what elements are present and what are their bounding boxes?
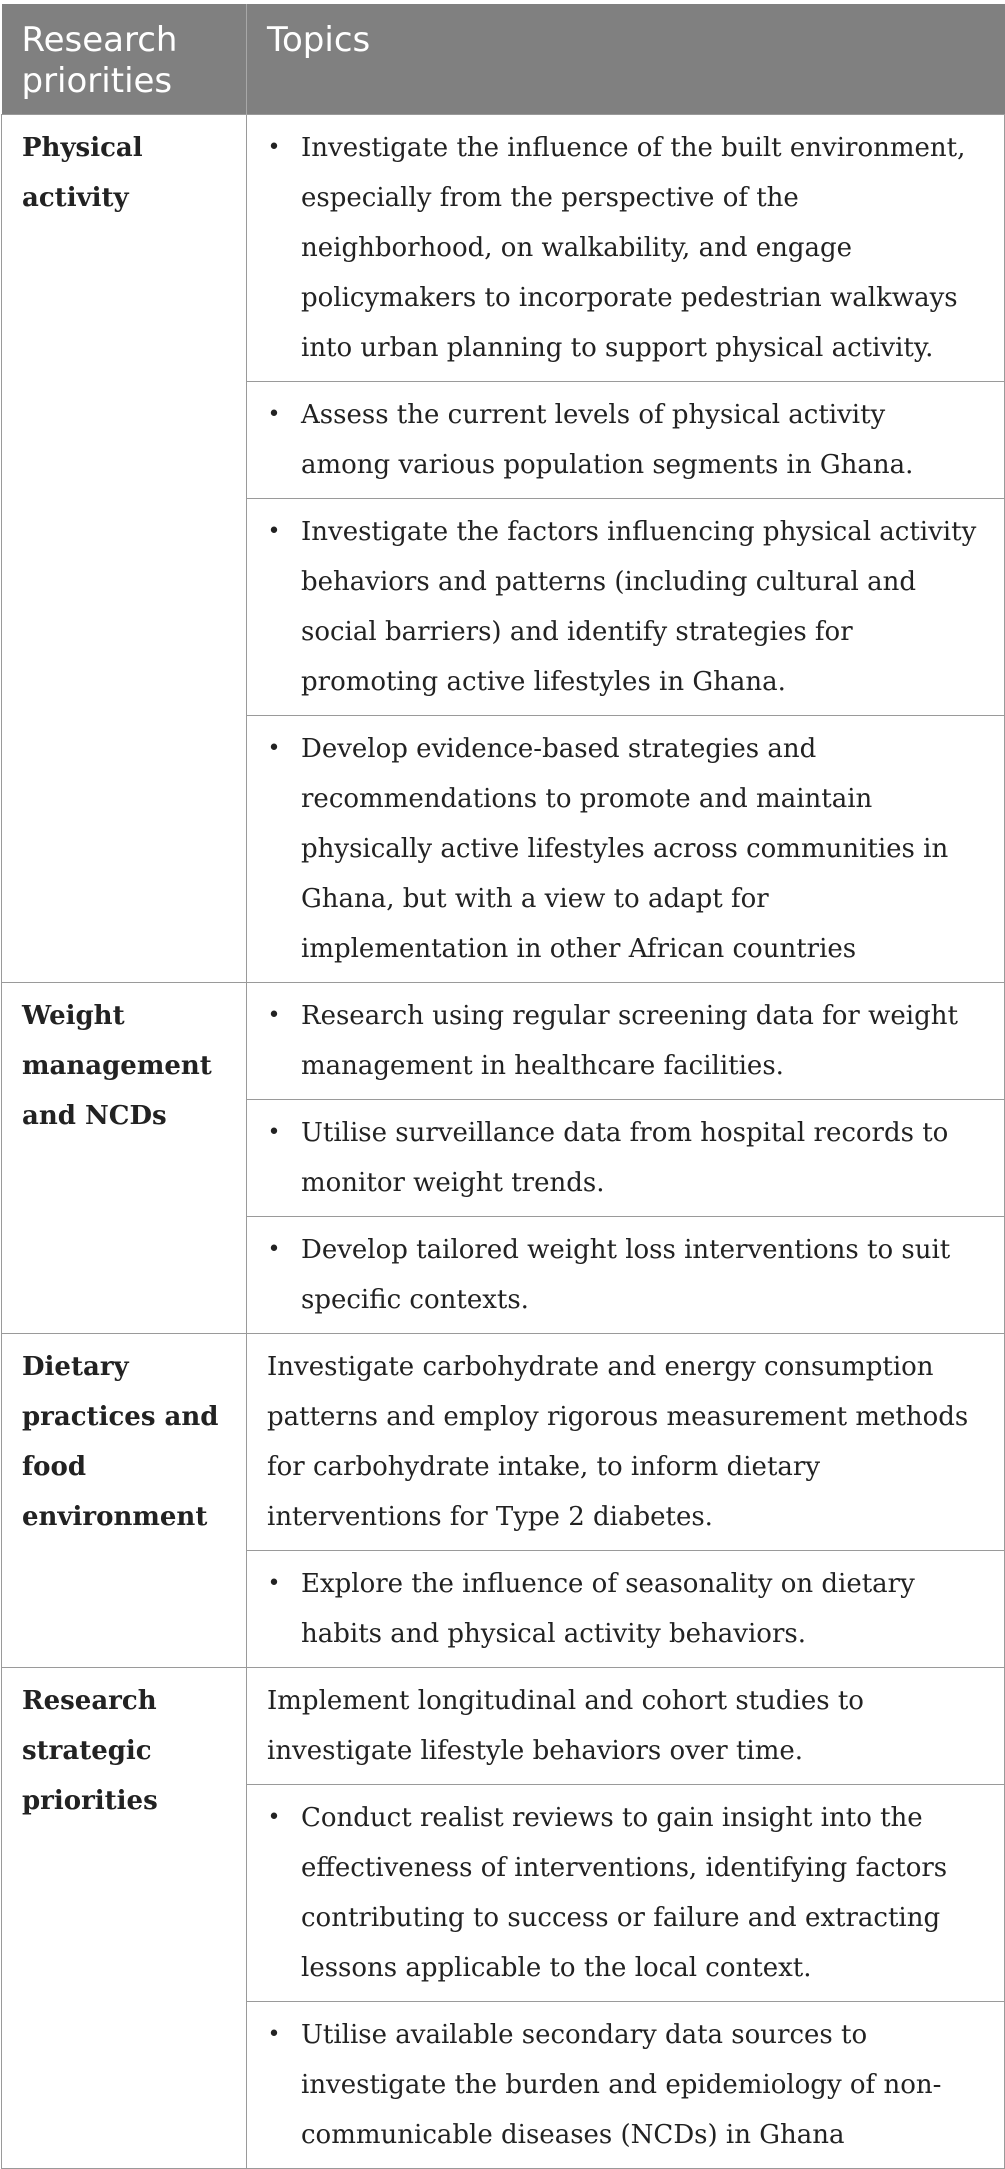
research-priorities-table <box>1 4 1005 2169</box>
bullet-icon: • <box>267 519 281 544</box>
topic-text: Conduct realist reviews to gain insight into the effectiveness of interventions, identifying factors contributing to success or failure and extracting lessons applicable to the local context. <box>301 1803 948 1983</box>
priority-research-strategic: Research strategic priorities <box>2 1668 247 2169</box>
topic-text: Utilise available secondary data sources to investigate the burden and epidemiology of non-communicable diseases (NCDs) in Ghana <box>301 2020 942 2150</box>
bullet-icon: • <box>267 1003 281 1028</box>
bullet-icon: • <box>267 2022 281 2047</box>
table-row <box>2 983 1005 1100</box>
header-row <box>2 4 1005 115</box>
topic-text: Investigate the factors influencing physical activity behaviors and patterns (including cultural and social barriers) and identify strategies for promoting active lifestyles in Ghana. <box>301 517 977 697</box>
topic-text: Develop evidence-based strategies and recommendations to promote and maintain physically active lifestyles across communities in Ghana, but with a view to adapt for implementation in other African countries <box>301 734 949 964</box>
bullet-icon: • <box>267 736 281 761</box>
bullet-icon: • <box>267 1571 281 1596</box>
topic-cell: Implement longitudinal and cohort studies to investigate lifestyle behaviors over time. <box>247 1668 1005 1785</box>
topic-text: Investigate the influence of the built environment, especially from the perspective of the neighborhood, on walkability, and engage policymakers to incorporate pedestrian walkways into urban planning to support physical activity. <box>301 133 966 363</box>
bullet-icon: • <box>267 1805 281 1830</box>
topic-cell <box>247 1785 1005 2002</box>
bullet-icon: • <box>267 1120 281 1145</box>
priority-dietary-practices: Dietary practices and food environment <box>2 1334 247 1668</box>
priority-physical-activity: Physical activity <box>2 115 247 983</box>
topic-text: Develop tailored weight loss interventions to suit specific contexts. <box>301 1235 951 1315</box>
topic-cell <box>247 2002 1005 2169</box>
topic-cell <box>247 499 1005 716</box>
topic-cell <box>247 983 1005 1100</box>
topic-cell <box>247 1217 1005 1334</box>
topic-cell: Investigate carbohydrate and energy consumption patterns and employ rigorous measurement methods for carbohydrate intake, to inform dietary interventions for Type 2 diabetes. <box>247 1334 1005 1551</box>
topic-text: Explore the influence of seasonality on dietary habits and physical activity behaviors. <box>301 1569 915 1649</box>
table-row <box>2 115 1005 382</box>
topic-cell <box>247 115 1005 382</box>
priority-weight-management: Weight management and NCDs <box>2 983 247 1334</box>
topic-text: Assess the current levels of physical activity among various population segments in Ghana. <box>301 400 914 480</box>
topic-text: Research using regular screening data for weight management in healthcare facilities. <box>301 1001 958 1081</box>
bullet-icon: • <box>267 402 281 427</box>
table-row <box>2 1668 1005 1785</box>
topic-cell <box>247 1551 1005 1668</box>
topic-text: Utilise surveillance data from hospital records to monitor weight trends. <box>301 1118 949 1198</box>
topic-cell <box>247 382 1005 499</box>
table-row <box>2 1334 1005 1551</box>
bullet-icon: • <box>267 1237 281 1262</box>
topic-cell <box>247 1100 1005 1217</box>
header-research-priorities: Research priorities <box>2 4 247 115</box>
bullet-icon: • <box>267 135 281 160</box>
topic-cell <box>247 716 1005 983</box>
header-topics: Topics <box>247 4 1005 115</box>
